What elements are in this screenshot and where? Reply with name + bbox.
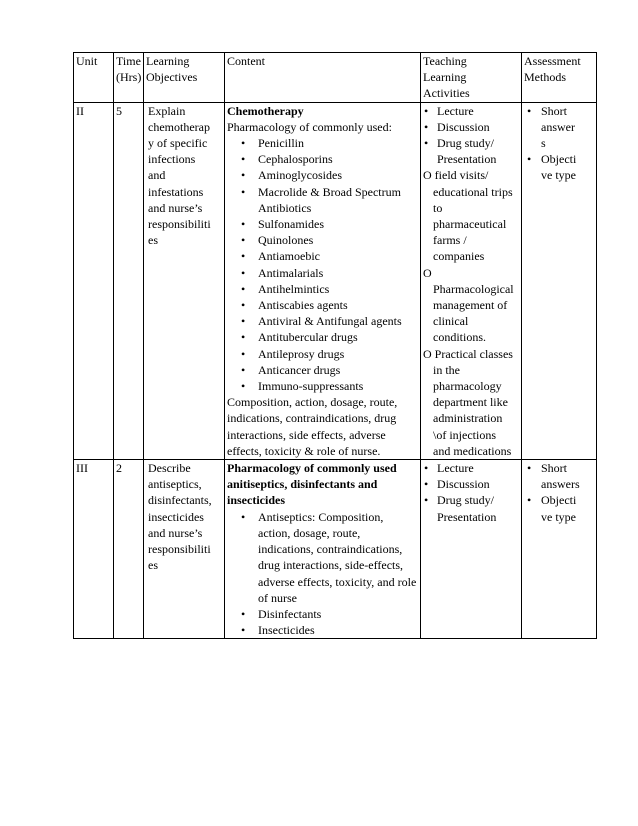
list-item: • Antiseptics: Composition, action, dosage, route, indications, contraindications, drug interactions, side-effects, adverse effects, toxicity, and role of nurse	[227, 509, 418, 606]
teaching-o-item: O Practical classes in the pharmacology department like administration \of injections and medications	[423, 346, 513, 458]
content-intro: Pharmacology of commonly used:	[227, 119, 392, 134]
list-item: • Antitubercular drugs	[227, 329, 418, 345]
content-title: Pharmacology of commonly used anitiseptics, disinfectants and insecticides	[227, 461, 397, 508]
objectives-text: Describe antiseptics, disinfectants, insecticides and nurse’s responsibiliti es	[148, 461, 212, 573]
cell-time: 5	[114, 102, 144, 459]
list-item: • Drug study/ Presentation	[423, 135, 519, 167]
list-item: • Anticancer drugs	[227, 362, 418, 378]
list-item: • Lecture	[423, 103, 519, 119]
teaching-list	[423, 103, 519, 168]
list-item: • Antileprosy drugs	[227, 346, 418, 362]
assessment-list	[524, 460, 594, 525]
cell-unit: II	[74, 102, 114, 459]
teaching-o-item: O Pharmacological management of clinical conditions.	[423, 265, 514, 345]
cell-unit: III	[74, 460, 114, 639]
list-item: • Objecti ve type	[524, 151, 594, 183]
table-row-unit-iii	[74, 460, 597, 639]
cell-teaching	[421, 102, 522, 459]
cell-content	[225, 460, 421, 639]
header-unit: Unit	[74, 53, 114, 103]
list-item: • Sulfonamides	[227, 216, 418, 232]
list-item: • Discussion	[423, 119, 519, 135]
objectives-text: Explain chemotherap y of specific infections and infestations and nurse’s responsibiliti es	[148, 103, 211, 248]
list-item: • Antiamoebic	[227, 248, 418, 264]
cell-assessment	[522, 102, 597, 459]
teaching-o-item: O field visits/ educational trips to pharmaceutical farms / companies	[423, 168, 513, 264]
header-row	[74, 53, 597, 103]
list-item: • Short answer s	[524, 103, 594, 152]
list-item: • Antihelmintics	[227, 281, 418, 297]
list-item: • Antiviral & Antifungal agents	[227, 313, 418, 329]
table-row-unit-ii	[74, 102, 597, 459]
list-item: • Discussion	[423, 476, 519, 492]
cell-time: 2	[114, 460, 144, 639]
list-item: • Short answers	[524, 460, 594, 492]
header-teaching: Teaching Learning Activities	[421, 53, 522, 103]
list-item: • Drug study/ Presentation	[423, 492, 519, 524]
header-objectives: Learning Objectives	[144, 53, 225, 103]
header-time: Time (Hrs)	[114, 53, 144, 103]
list-item: • Lecture	[423, 460, 519, 476]
list-item: • Disinfectants	[227, 606, 418, 622]
syllabus-table	[73, 52, 597, 639]
list-item: • Antimalarials	[227, 265, 418, 281]
header-assessment: Assessment Methods	[522, 53, 597, 103]
list-item: • Antiscabies agents	[227, 297, 418, 313]
content-title: Chemotherapy	[227, 103, 304, 118]
content-footer: Composition, action, dosage, route, indications, contraindications, drug interactions, side effects, adverse effects, toxicity & role of nurse.	[227, 395, 398, 458]
list-item: • Immuno-suppressants	[227, 378, 418, 394]
cell-content	[225, 102, 421, 459]
cell-teaching	[421, 460, 522, 639]
list-item: • Insecticides	[227, 622, 418, 638]
list-item: • Macrolide & Broad Spectrum Antibiotics	[227, 184, 418, 216]
content-list	[227, 135, 418, 394]
header-content: Content	[225, 53, 421, 103]
list-item: • Objecti ve type	[524, 492, 594, 524]
cell-objectives	[144, 460, 225, 639]
list-item: • Aminoglycosides	[227, 167, 418, 183]
list-item: • Quinolones	[227, 232, 418, 248]
teaching-list	[423, 460, 519, 525]
list-item: • Cephalosporins	[227, 151, 418, 167]
content-list	[227, 509, 418, 639]
cell-objectives	[144, 102, 225, 459]
list-item: • Penicillin	[227, 135, 418, 151]
cell-assessment	[522, 460, 597, 639]
assessment-list	[524, 103, 594, 184]
